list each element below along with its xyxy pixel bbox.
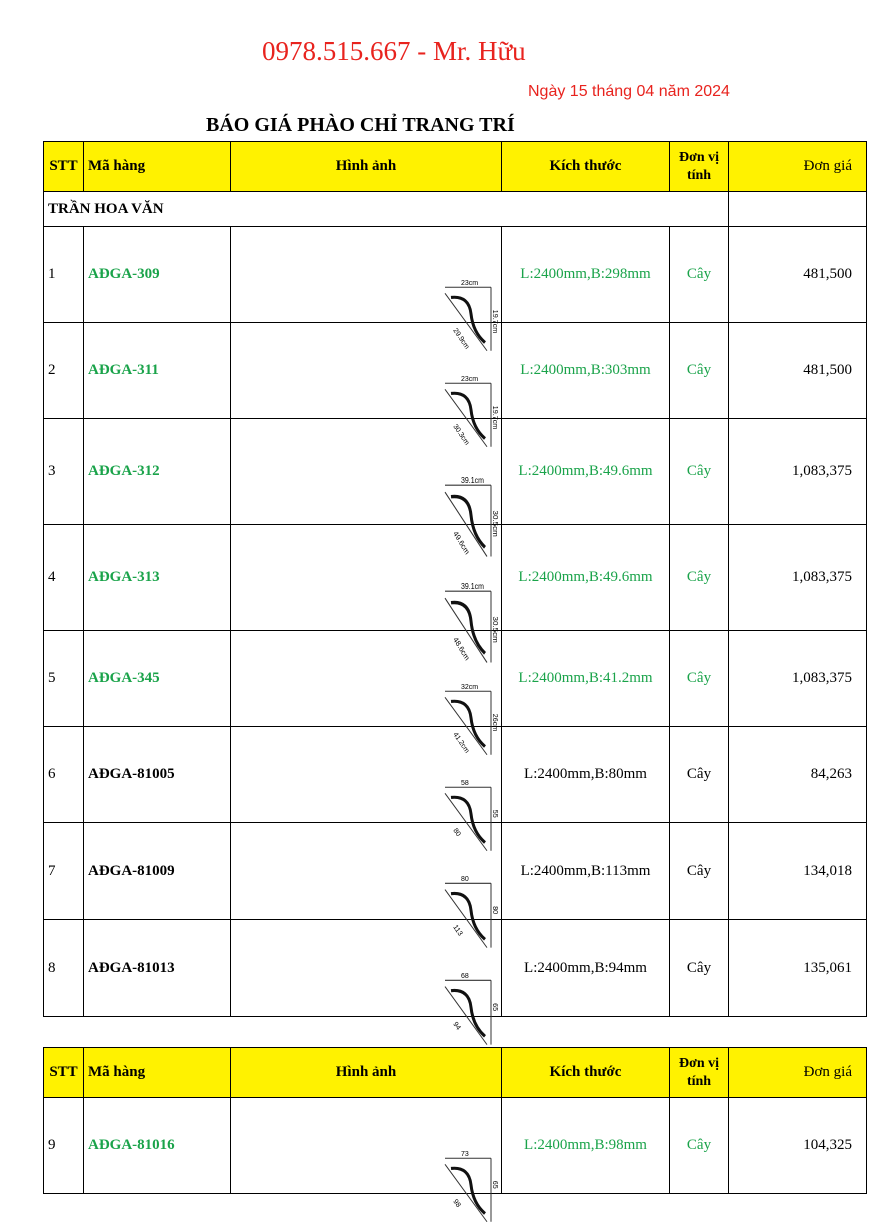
product-code: AĐGA-313 bbox=[84, 525, 231, 631]
profile-height: 80 bbox=[491, 906, 499, 915]
product-size: L:2400mm,B:98mm bbox=[502, 1098, 670, 1194]
quote-date: Ngày 15 tháng 04 năm 2024 bbox=[528, 83, 730, 100]
product-price: 481,500 bbox=[729, 323, 867, 419]
col-header-code: Mã hàng bbox=[84, 1048, 231, 1098]
table-header-row bbox=[44, 142, 867, 192]
profile-width: 80 bbox=[461, 875, 469, 884]
product-code: AĐGA-309 bbox=[84, 227, 231, 323]
product-unit: Cây bbox=[670, 920, 729, 1017]
product-unit: Cây bbox=[670, 631, 729, 727]
row-stt: 9 bbox=[44, 1098, 84, 1194]
product-unit: Cây bbox=[670, 323, 729, 419]
row-stt: 5 bbox=[44, 631, 84, 727]
product-unit: Cây bbox=[670, 1098, 729, 1194]
row-stt: 1 bbox=[44, 227, 84, 323]
product-code: AĐGA-81013 bbox=[84, 920, 231, 1017]
col-header-price: Đơn giá bbox=[729, 142, 867, 192]
col-header-image: Hình ảnh bbox=[231, 142, 502, 192]
product-price: 481,500 bbox=[729, 227, 867, 323]
profile-height: 65 bbox=[491, 1003, 499, 1012]
col-header-unit-line2: tính bbox=[686, 167, 712, 183]
col-header-unit-line1: Đơn vị bbox=[678, 149, 720, 165]
profile-diagonal: 98 bbox=[451, 1197, 463, 1209]
product-size: L:2400mm,B:298mm bbox=[502, 227, 670, 323]
profile-diagonal: 29.9cm bbox=[451, 326, 472, 351]
profile-width: 73 bbox=[461, 1149, 469, 1158]
product-unit: Cây bbox=[670, 727, 729, 823]
table-row bbox=[44, 227, 867, 323]
profile-height: 26cm bbox=[491, 713, 499, 731]
product-image-cell bbox=[231, 1098, 502, 1209]
col-header-stt: STT bbox=[44, 142, 84, 192]
price-table-continued bbox=[43, 1047, 867, 1209]
profile-diagonal: 49.6cm bbox=[451, 528, 472, 556]
product-size: L:2400mm,B:303mm bbox=[502, 323, 670, 419]
profile-diagonal: 30.3cm bbox=[451, 422, 472, 447]
product-unit: Cây bbox=[670, 419, 729, 525]
product-unit: Cây bbox=[670, 525, 729, 631]
col-header-code: Mã hàng bbox=[84, 142, 231, 192]
profile-height: 55 bbox=[491, 809, 499, 818]
table-row bbox=[44, 1098, 867, 1194]
col-header-unit bbox=[670, 1048, 729, 1098]
document-title: BÁO GIÁ PHÀO CHỈ TRANG TRÍ bbox=[206, 114, 515, 136]
section-title: TRẦN HOA VĂN bbox=[44, 192, 729, 227]
col-header-price: Đơn giá bbox=[729, 1048, 867, 1098]
product-unit: Cây bbox=[670, 227, 729, 323]
product-code: AĐGA-312 bbox=[84, 419, 231, 525]
profile-width: 39.1cm bbox=[461, 474, 484, 485]
product-price: 134,018 bbox=[729, 823, 867, 920]
profile-height: 30.5cm bbox=[491, 510, 500, 537]
product-size: L:2400mm,B:80mm bbox=[502, 727, 670, 823]
col-header-unit-line2: tính bbox=[686, 1073, 712, 1089]
product-price: 135,061 bbox=[729, 920, 867, 1017]
product-size: L:2400mm,B:41.2mm bbox=[502, 631, 670, 727]
table-header-row bbox=[44, 1048, 867, 1098]
section-empty-cell bbox=[729, 192, 867, 227]
product-price: 1,083,375 bbox=[729, 419, 867, 525]
row-stt: 2 bbox=[44, 323, 84, 419]
row-stt: 7 bbox=[44, 823, 84, 920]
profile-height: 19.7cm bbox=[491, 405, 499, 429]
product-unit: Cây bbox=[670, 823, 729, 920]
profile-diagonal: 48.6cm bbox=[451, 634, 472, 662]
profile-width: 39.1cm bbox=[461, 580, 484, 591]
row-stt: 3 bbox=[44, 419, 84, 525]
contact-phone: 0978.515.667 - Mr. Hữu bbox=[262, 36, 526, 66]
profile-diagonal: 41.2cm bbox=[451, 730, 472, 755]
col-header-unit-line1: Đơn vị bbox=[678, 1055, 720, 1071]
col-header-size: Kích thước bbox=[502, 142, 670, 192]
product-price: 1,083,375 bbox=[729, 631, 867, 727]
product-size: L:2400mm,B:49.6mm bbox=[502, 419, 670, 525]
price-table bbox=[43, 141, 867, 1032]
product-code: AĐGA-345 bbox=[84, 631, 231, 727]
profile-diagonal: 113 bbox=[451, 923, 465, 938]
profile-diagonal: 94 bbox=[451, 1020, 463, 1032]
product-code: AĐGA-81009 bbox=[84, 823, 231, 920]
profile-width: 68 bbox=[461, 972, 469, 981]
col-header-image: Hình ảnh bbox=[231, 1048, 502, 1098]
product-price: 104,325 bbox=[729, 1098, 867, 1194]
row-stt: 6 bbox=[44, 727, 84, 823]
section-row bbox=[44, 192, 867, 227]
col-header-size: Kích thước bbox=[502, 1048, 670, 1098]
product-code: AĐGA-81005 bbox=[84, 727, 231, 823]
col-header-unit bbox=[670, 142, 729, 192]
profile-width: 32cm bbox=[461, 682, 479, 691]
profile-diagonal: 80 bbox=[451, 826, 463, 838]
profile-width: 23cm bbox=[461, 374, 479, 383]
row-stt: 8 bbox=[44, 920, 84, 1017]
profile-height: 30.5cm bbox=[491, 616, 500, 643]
product-size: L:2400mm,B:94mm bbox=[502, 920, 670, 1017]
product-code: AĐGA-311 bbox=[84, 323, 231, 419]
profile-height: 65 bbox=[491, 1180, 499, 1189]
row-stt: 4 bbox=[44, 525, 84, 631]
product-image-cell bbox=[231, 227, 502, 351]
product-size: L:2400mm,B:49.6mm bbox=[502, 525, 670, 631]
col-header-stt: STT bbox=[44, 1048, 84, 1098]
profile-width: 23cm bbox=[461, 278, 479, 287]
product-code: AĐGA-81016 bbox=[84, 1098, 231, 1194]
profile-width: 58 bbox=[461, 778, 469, 787]
product-price: 84,263 bbox=[729, 727, 867, 823]
product-size: L:2400mm,B:113mm bbox=[502, 823, 670, 920]
profile-height: 19.7cm bbox=[491, 309, 499, 333]
product-price: 1,083,375 bbox=[729, 525, 867, 631]
